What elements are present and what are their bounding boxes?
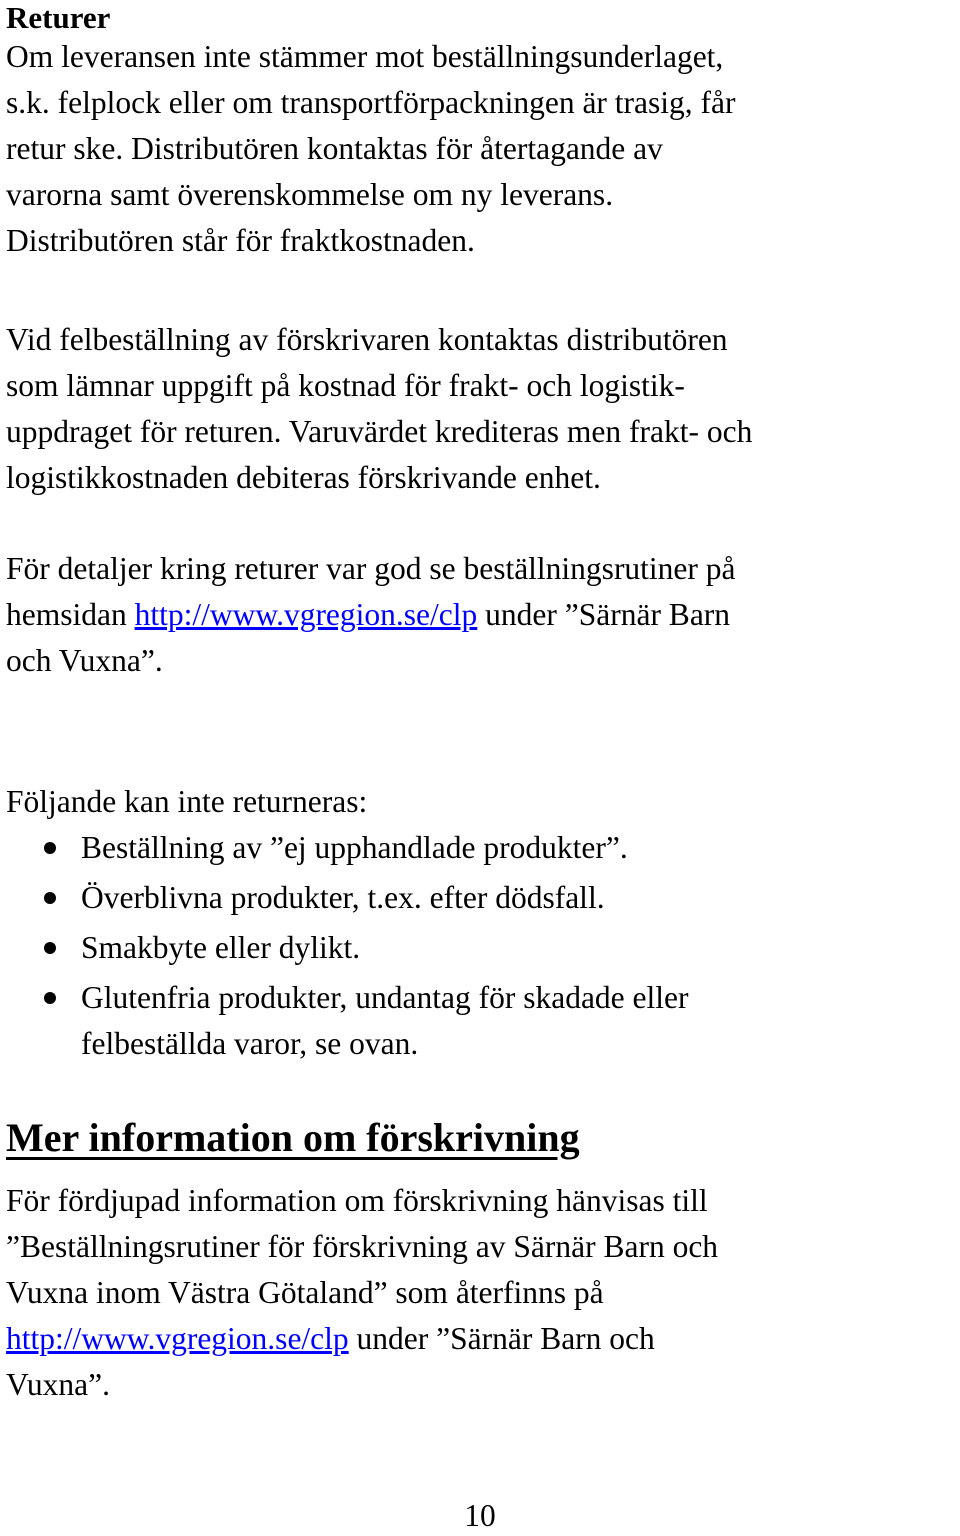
more-info-heading: Mer information om förskrivning: [6, 1115, 580, 1160]
list-item-text: felbeställda varor, se ovan.: [81, 1026, 419, 1061]
list-item-text: Överblivna produkter, t.ex. efter dödsfall.: [81, 880, 605, 915]
text-line: För detaljer kring returer var god se beställningsrutiner på: [6, 551, 736, 586]
bullet-icon: [44, 992, 56, 1004]
text-line: varorna samt överenskommelse om ny leverans.: [6, 177, 614, 212]
list-item: [6, 875, 689, 921]
text-line: ”Beställningsrutiner för förskrivning av Särnär Barn och: [6, 1229, 719, 1264]
text-line: Vuxna inom Västra Götaland” som återfinns på: [6, 1275, 604, 1310]
text-line: under ”Särnär Barn och: [348, 1321, 655, 1356]
returns-paragraph-3: [6, 546, 736, 684]
list-item-text: Smakbyte eller dylikt.: [81, 930, 361, 965]
returns-paragraph-2: [6, 317, 752, 501]
list-item-text: Beställning av ”ej upphandlade produkter”.: [81, 830, 628, 865]
list-item: [6, 975, 689, 1067]
text-line: Vuxna”.: [6, 1367, 110, 1402]
bullet-icon: [44, 892, 56, 904]
non-returnable-list: [6, 825, 689, 1071]
non-returnable-intro: Följande kan inte returneras:: [6, 784, 368, 819]
more-info-paragraph: [6, 1178, 718, 1408]
text-line: Om leveransen inte stämmer mot beställningsunderlaget,: [6, 39, 724, 74]
text-line: uppdraget för returen. Varuvärdet krediteras men frakt- och: [6, 414, 753, 449]
text-line: För fördjupad information om förskrivning hänvisas till: [6, 1183, 708, 1218]
list-item-text: Glutenfria produkter, undantag för skadade eller: [81, 980, 689, 1015]
text-line: och Vuxna”.: [6, 643, 163, 678]
vgregion-link[interactable]: http://www.vgregion.se/clp: [134, 597, 478, 632]
bullet-icon: [44, 942, 56, 954]
text-line: retur ske. Distributören kontaktas för återtagande av: [6, 131, 663, 166]
text-line: hemsidan: [6, 597, 135, 632]
list-item: [6, 825, 689, 871]
returns-heading: Returer: [6, 0, 111, 35]
vgregion-link[interactable]: http://www.vgregion.se/clp: [6, 1321, 349, 1356]
text-line: som lämnar uppgift på kostnad för frakt- och logistik-: [6, 368, 685, 403]
text-line: logistikkostnaden debiteras förskrivande enhet.: [6, 460, 601, 495]
list-item: [6, 925, 689, 971]
text-line: Vid felbeställning av förskrivaren kontaktas distributören: [6, 322, 728, 357]
page-number: 10: [464, 1498, 496, 1533]
text-line: Distributören står för fraktkostnaden.: [6, 223, 475, 258]
text-line: s.k. felplock eller om transportförpackningen är trasig, får: [6, 85, 736, 120]
returns-paragraph-1: [6, 34, 735, 264]
text-line: under ”Särnär Barn: [477, 597, 731, 632]
bullet-icon: [44, 842, 56, 854]
